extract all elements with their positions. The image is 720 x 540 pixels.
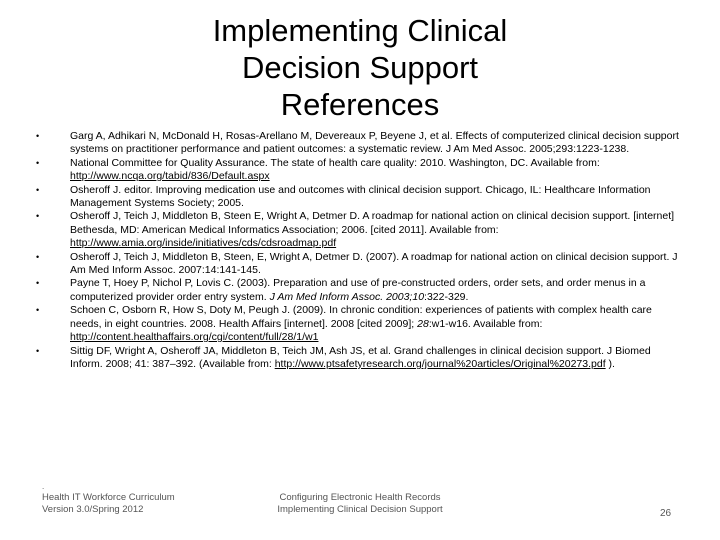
journal-volume: 28 bbox=[417, 317, 429, 330]
reference-list bbox=[36, 130, 686, 371]
reference-text-end: :w1-w16. Available from: bbox=[428, 317, 543, 330]
page-number: 26 bbox=[660, 508, 672, 519]
reference-link[interactable]: http://www.ptsafetyresearch.org/journal%20articles/Original%20273.pdf bbox=[274, 357, 606, 370]
bullet-icon: • bbox=[36, 211, 40, 222]
reference-item-3 bbox=[36, 184, 686, 211]
slide-title bbox=[100, 12, 620, 123]
reference-text: Osheroff J, Teich J, Middleton B, Steen, E, Wright A, Detmer D. (2007). A roadmap for national action on clinical decision support. J Am Med Inform Assoc. 2007:14:141-145. bbox=[70, 250, 678, 277]
footer-curriculum-line-1: Health IT Workforce Curriculum bbox=[42, 492, 175, 503]
journal-citation: J Am Med Inform Assoc. 2003;10 bbox=[269, 290, 425, 303]
footer-curriculum-line-2: Version 3.0/Spring 2012 bbox=[42, 504, 144, 515]
reference-text-end: :322-329. bbox=[424, 290, 469, 303]
reference-text: Osheroff J, Teich J, Middleton B, Steen E, Wright A, Detmer D. A roadmap for national action on clinical decision support. [internet] Bethesda, MD: American Medical Informatics Association; 2006. [cited 2011]. Available from: bbox=[70, 210, 675, 236]
reference-text: Schoen C, Osborn R, How S, Doty M, Peugh J. (2009). In chronic condition: experiences of patients with complex health care needs, in eight countries. 2008. Health Affairs [internet]. 2008 [cited 2009]; bbox=[70, 304, 652, 330]
reference-text: Osheroff J. editor. Improving medication use and outcomes with clinical decision support. Chicago, IL: Healthcare Information Management Systems Society; 2005. bbox=[70, 183, 651, 210]
reference-text-end: ). bbox=[605, 357, 615, 370]
reference-text: Payne T, Hoey P, Nichol P, Lovis C. (2003). Preparation and use of pre-constructed orders, order sets, and order menus in a computerized provider order entry system. bbox=[70, 277, 646, 303]
reference-item-2 bbox=[36, 157, 686, 184]
reference-item-6 bbox=[36, 277, 686, 304]
reference-link[interactable]: http://www.amia.org/inside/initiatives/cds/cdsroadmap.pdf bbox=[70, 237, 337, 250]
reference-text: Sittig DF, Wright A, Osheroff JA, Middleton B, Teich JM, Ash JS, et al. Grand challenges in clinical decision support. J Biomed Inform. 2008; 41: 387–392. (Available from: bbox=[70, 344, 651, 370]
reference-item-1 bbox=[36, 130, 686, 157]
reference-link[interactable]: http://content.healthaffairs.org/cgi/content/full/28/1/w1 bbox=[70, 331, 319, 344]
title-line-1: Implementing Clinical bbox=[212, 13, 508, 48]
bullet-icon: • bbox=[36, 251, 40, 262]
footer-module-line-1: Configuring Electronic Health Records bbox=[279, 492, 441, 503]
bullet-icon: • bbox=[36, 131, 40, 141]
reference-item-8 bbox=[36, 345, 686, 372]
reference-item-5 bbox=[36, 251, 686, 278]
footer-curriculum bbox=[42, 484, 175, 516]
title-line-3: References bbox=[280, 87, 440, 122]
reference-item-7 bbox=[36, 304, 686, 344]
footer-module-line-2: Implementing Clinical Decision Support bbox=[277, 504, 443, 515]
footer-tick: . bbox=[42, 482, 45, 491]
reference-text: Garg A, Adhikari N, McDonald H, Rosas-Arellano M, Devereaux P, Beyene J, et al. Effects of computerized clinical decision support systems on practitioner performance and patient outcomes: a systematic review. J Am Med Assoc. 2005;293:1223-1238. bbox=[70, 130, 679, 156]
bullet-icon: • bbox=[36, 157, 40, 168]
bullet-icon: • bbox=[36, 345, 40, 356]
bullet-icon: • bbox=[36, 305, 40, 316]
reference-item-4 bbox=[36, 210, 686, 250]
title-line-2: Decision Support bbox=[241, 50, 479, 85]
footer-module bbox=[255, 492, 465, 516]
reference-text: National Committee for Quality Assurance. The state of health care quality: 2010. Washington, DC. Available from: bbox=[70, 156, 600, 169]
bullet-icon: • bbox=[36, 278, 40, 289]
reference-link[interactable]: http://www.ncqa.org/tabid/836/Default.aspx bbox=[70, 170, 270, 183]
bullet-icon: • bbox=[36, 184, 40, 195]
